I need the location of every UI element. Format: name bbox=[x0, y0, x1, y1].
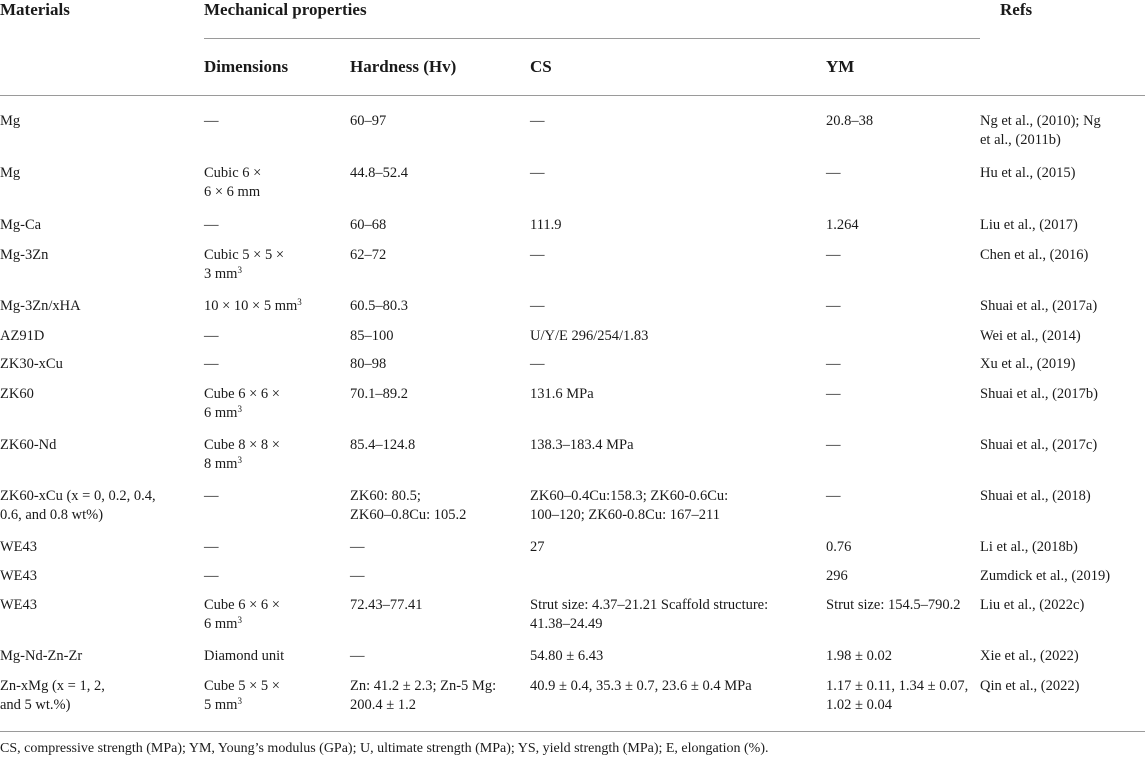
header-ym: YM bbox=[826, 57, 855, 76]
cell-ym: — bbox=[826, 165, 841, 181]
cell-hard: — bbox=[350, 568, 365, 584]
cell-ym: — bbox=[826, 437, 841, 453]
header-bottom-rule bbox=[0, 95, 1145, 96]
cell-cs: 138.3–183.4 MPa bbox=[530, 437, 634, 453]
cell-ym: — bbox=[826, 298, 841, 314]
cell-hard: 85.4–124.8 bbox=[350, 437, 416, 453]
header-materials: Materials bbox=[0, 0, 70, 19]
header-mechanical-properties: Mechanical properties bbox=[204, 0, 367, 19]
cell-dim: — bbox=[204, 113, 219, 129]
cell-ym: — bbox=[826, 247, 841, 263]
cell-cs: U/Y/E 296/254/1.83 bbox=[530, 328, 649, 344]
cell-refs: Wei et al., (2014) bbox=[980, 328, 1081, 344]
cell-material: WE43 bbox=[0, 568, 38, 584]
cell-refs: Xie et al., (2022) bbox=[980, 648, 1079, 664]
cell-dim: — bbox=[204, 568, 219, 584]
cell-refs: Zumdick et al., (2019) bbox=[980, 568, 1111, 584]
cell-cs: — bbox=[530, 247, 545, 263]
cell-hard: 72.43–77.41 bbox=[350, 597, 423, 613]
cell-hard: 62–72 bbox=[350, 247, 387, 263]
cell-dim: — bbox=[204, 488, 219, 504]
cell-cs: Strut size: 4.37–21.21 Scaffold structure: 41.38–24.49 bbox=[530, 597, 769, 632]
table-footnote: CS, compressive strength (MPa); YM, Young’s modulus (GPa); U, ultimate strength (MPa); YS, yield strength (MPa); E, elongation (%). bbox=[0, 741, 769, 756]
cell-dim: Diamond unit bbox=[204, 648, 285, 664]
header-refs: Refs bbox=[1000, 0, 1033, 19]
cell-cs: ZK60–0.4Cu:158.3; ZK60-0.6Cu: 100–120; ZK60-0.8Cu: 167–211 bbox=[530, 488, 729, 523]
cell-cs: 27 bbox=[530, 539, 545, 555]
cell-ym: 1.17 ± 0.11, 1.34 ± 0.07, 1.02 ± 0.04 bbox=[826, 678, 969, 713]
cell-cs: 131.6 MPa bbox=[530, 386, 594, 402]
cell-dim: Cube 8 × 8 × 8 $mm^3$ bbox=[204, 437, 280, 472]
cell-material: Mg-Ca bbox=[0, 217, 42, 233]
cell-ym: — bbox=[826, 488, 841, 504]
cell-refs: Hu et al., (2015) bbox=[980, 165, 1076, 181]
cell-dim: — bbox=[204, 217, 219, 233]
cell-ym: 0.76 bbox=[826, 539, 852, 555]
cell-refs: Qin et al., (2022) bbox=[980, 678, 1080, 694]
cell-hard: 60.5–80.3 bbox=[350, 298, 408, 314]
cell-material: ZK30-xCu bbox=[0, 356, 63, 372]
cell-cs: — bbox=[530, 298, 545, 314]
cell-hard: 85–100 bbox=[350, 328, 394, 344]
cell-material: Mg-Nd-Zn-Zr bbox=[0, 648, 83, 664]
cell-refs: Li et al., (2018b) bbox=[980, 539, 1078, 555]
cell-hard: 60–97 bbox=[350, 113, 387, 129]
cell-hard: 70.1–89.2 bbox=[350, 386, 408, 402]
cell-dim: Cubic 6 × 6 × 6 mm bbox=[204, 165, 262, 200]
cell-ym: 20.8–38 bbox=[826, 113, 874, 129]
cell-hard: 60–68 bbox=[350, 217, 387, 233]
cell-dim: 10 × 10 × 5 $mm^3$ bbox=[204, 297, 302, 314]
cell-cs: 40.9 ± 0.4, 35.3 ± 0.7, 23.6 ± 0.4 MPa bbox=[530, 678, 752, 694]
cell-dim: Cube 5 × 5 × 5 $mm^3$ bbox=[204, 678, 280, 713]
cell-refs: Chen et al., (2016) bbox=[980, 247, 1089, 263]
cell-hard: — bbox=[350, 648, 365, 664]
cell-refs: Liu et al., (2022c) bbox=[980, 597, 1085, 613]
cell-material: ZK60 bbox=[0, 386, 34, 402]
cell-ym: Strut size: 154.5–790.2 bbox=[826, 597, 961, 613]
cell-refs: Shuai et al., (2017c) bbox=[980, 437, 1098, 453]
cell-material: AZ91D bbox=[0, 328, 45, 344]
cell-refs: Shuai et al., (2017a) bbox=[980, 298, 1098, 314]
cell-material: Mg-3Zn bbox=[0, 247, 49, 263]
cell-material: WE43 bbox=[0, 597, 38, 613]
cell-ym: 1.98 ± 0.02 bbox=[826, 648, 892, 664]
cell-hard: Zn: 41.2 ± 2.3; Zn-5 Mg: 200.4 ± 1.2 bbox=[350, 678, 497, 713]
cell-hard: — bbox=[350, 539, 365, 555]
cell-material: Mg bbox=[0, 165, 21, 181]
cell-cs: 111.9 bbox=[530, 217, 562, 233]
cell-material: Mg bbox=[0, 113, 21, 129]
cell-cs: — bbox=[530, 356, 545, 372]
cell-material: WE43 bbox=[0, 539, 38, 555]
cell-refs: Xu et al., (2019) bbox=[980, 356, 1076, 372]
cell-ym: — bbox=[826, 386, 841, 402]
cell-material: ZK60-Nd bbox=[0, 437, 57, 453]
cell-hard: ZK60: 80.5; ZK60–0.8Cu: 105.2 bbox=[350, 488, 467, 523]
cell-refs: Ng et al., (2010); Ng et al., (2011b) bbox=[980, 113, 1101, 148]
header-hardness: Hardness (Hv) bbox=[350, 57, 457, 76]
cell-cs: 54.80 ± 6.43 bbox=[530, 648, 604, 664]
header-group-rule bbox=[204, 38, 980, 39]
cell-dim: — bbox=[204, 356, 219, 372]
cell-cs: — bbox=[530, 165, 545, 181]
cell-hard: 80–98 bbox=[350, 356, 387, 372]
cell-ym: — bbox=[826, 356, 841, 372]
header-dimensions: Dimensions bbox=[204, 57, 289, 76]
cell-refs: Shuai et al., (2018) bbox=[980, 488, 1091, 504]
cell-dim: Cubic 5 × 5 × 3 $mm^3$ bbox=[204, 247, 284, 282]
cell-dim: — bbox=[204, 539, 219, 555]
cell-material: ZK60-xCu (x = 0, 0.2, 0.4, 0.6, and 0.8 wt%) bbox=[0, 488, 156, 523]
cell-refs: Liu et al., (2017) bbox=[980, 217, 1078, 233]
cell-refs: Shuai et al., (2017b) bbox=[980, 386, 1098, 402]
cell-dim: — bbox=[204, 328, 219, 344]
cell-material: Zn-xMg (x = 1, 2, and 5 wt.%) bbox=[0, 678, 105, 713]
cell-hard: 44.8–52.4 bbox=[350, 165, 408, 181]
cell-material: Mg-3Zn/xHA bbox=[0, 298, 81, 314]
cell-dim: Cube 6 × 6 × 6 $mm^3$ bbox=[204, 386, 280, 421]
cell-dim: Cube 6 × 6 × 6 $mm^3$ bbox=[204, 597, 280, 632]
cell-ym: 1.264 bbox=[826, 217, 859, 233]
header-cs: CS bbox=[530, 57, 552, 76]
cell-ym: 296 bbox=[826, 568, 848, 584]
table-bottom-rule bbox=[0, 731, 1145, 732]
cell-cs: — bbox=[530, 113, 545, 129]
